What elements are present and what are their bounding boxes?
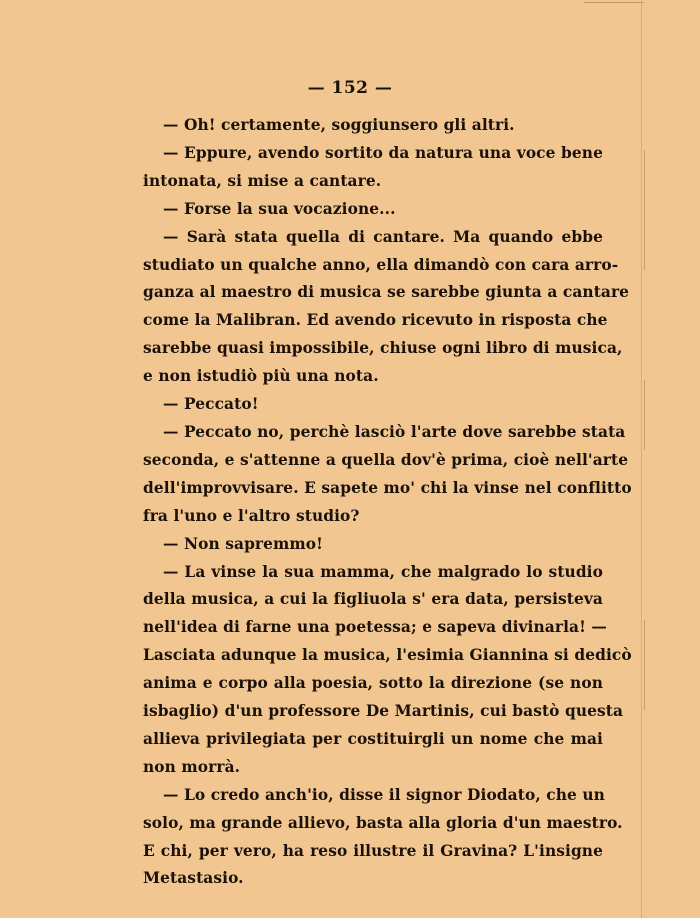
text-line: della musica, a cui la figliuola s' era data, persisteva bbox=[143, 590, 603, 609]
text-line: dell'improvvisare. E sapete mo' chi la vinse nel conflitto bbox=[143, 478, 632, 497]
text-line: seconda, e s'attenne a quella dov'è prima, cioè nell'arte bbox=[143, 450, 629, 469]
text-line: — Eppure, avendo sortito da natura una voce bene bbox=[163, 143, 603, 162]
text-line: — Forse la sua vocazione... bbox=[163, 199, 396, 218]
page-edge-mark bbox=[644, 380, 645, 450]
text-line: — Sarà stata quella di cantare. Ma quando ebbe bbox=[163, 227, 603, 246]
text-line: sarebbe quasi impossibile, chiuse ogni libro di musica, bbox=[143, 339, 623, 358]
text-line: anima e corpo alla poesia, sotto la direzione (se non bbox=[143, 674, 603, 693]
text-line: — Lo credo anch'io, disse il signor Diodato, che un bbox=[163, 785, 605, 804]
text-line: — Non sapremmo! bbox=[163, 534, 324, 553]
page-edge-mark bbox=[644, 620, 645, 710]
text-line: fra l'uno e l'altro studio? bbox=[143, 506, 360, 525]
text-line: — La vinse la sua mamma, che malgrado lo studio bbox=[163, 562, 603, 581]
body-text bbox=[143, 112, 632, 893]
text-line: nell'idea di farne una poetessa; e sapeva divinarla! — bbox=[143, 618, 607, 637]
page-edge-rule bbox=[584, 2, 644, 3]
text-line: Lasciata adunque la musica, l'esimia Giannina si dedicò bbox=[143, 646, 632, 665]
page-edge-mark bbox=[644, 150, 645, 270]
text-line: E chi, per vero, ha reso illustre il Gravina? L'insigne bbox=[143, 841, 603, 860]
text-line: non morrà. bbox=[143, 757, 241, 776]
page-number-header: — 152 — bbox=[307, 78, 393, 98]
text-line: solo, ma grande allievo, basta alla gloria d'un maestro. bbox=[143, 813, 623, 832]
text-line: isbaglio) d'un professore De Martinis, cui bastò questa bbox=[143, 702, 624, 721]
text-line: — Peccato! bbox=[163, 395, 259, 414]
text-line: come la Malibran. Ed avendo ricevuto in risposta che bbox=[143, 311, 608, 330]
text-line: — Oh! certamente, soggiunsero gli altri. bbox=[163, 116, 515, 134]
text-line: ganza al maestro di musica se sarebbe giunta a cantare bbox=[143, 283, 630, 302]
text-line: allieva privilegiata per costituirgli un nome che mai bbox=[143, 729, 603, 748]
text-line: e non istudiò più una nota. bbox=[143, 367, 379, 386]
text-line: Metastasio. bbox=[143, 869, 244, 888]
text-line: intonata, si mise a cantare. bbox=[143, 171, 382, 190]
page-edge-line bbox=[641, 0, 642, 918]
text-line: — Peccato no, perchè lasciò l'arte dove sarebbe stata bbox=[163, 422, 626, 441]
text-line: studiato un qualche anno, ella dimandò con cara arro- bbox=[143, 255, 619, 274]
